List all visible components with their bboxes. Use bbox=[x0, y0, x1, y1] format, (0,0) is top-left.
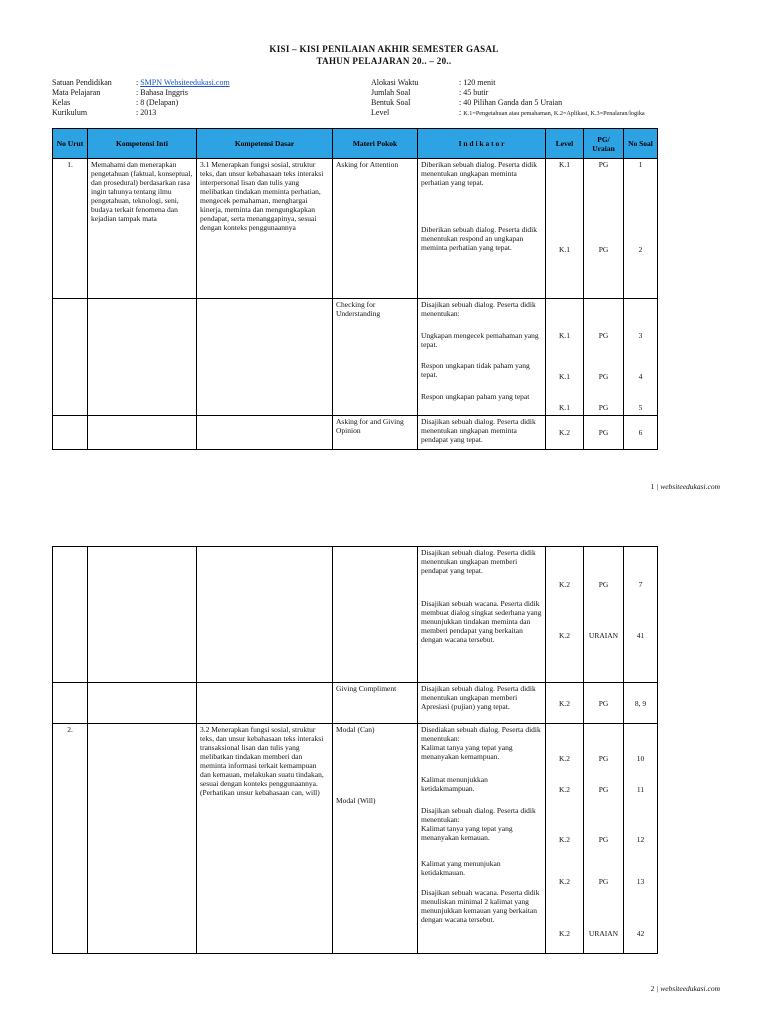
kisi-table-page-2 bbox=[52, 546, 658, 954]
meta-label: Alokasi Waktu bbox=[371, 78, 419, 87]
table-header-row bbox=[53, 129, 658, 159]
cell-no-soal bbox=[624, 159, 658, 299]
table-row bbox=[53, 724, 658, 954]
no-soal-value: 1 bbox=[638, 160, 643, 169]
cell-materi-pokok: Asking for and Giving Opinion bbox=[333, 416, 418, 450]
no-soal-value: 8, 9 bbox=[624, 683, 658, 724]
cell-no-soal bbox=[624, 299, 658, 416]
no-soal-value: 3 bbox=[638, 331, 643, 340]
cell-indikator bbox=[418, 159, 546, 299]
meta-value: 2013 bbox=[140, 108, 157, 117]
cell-no-soal bbox=[624, 724, 658, 954]
meta-label: Jumlah Soal bbox=[371, 88, 411, 97]
indikator-text: Kalimat yang menunjukan ketidakmauan. bbox=[421, 859, 501, 877]
cell-materi-pokok: Checking for Understanding bbox=[333, 299, 418, 416]
no-soal-value: 2 bbox=[638, 245, 643, 254]
kd-text: Menerapkan fungsi sosial, struktur teks, dan unsur kebahasaan teks interaksi interpersonal lisan dan tulis yang melibatkan tindakan meminta perhatian, mengecek pemahaman, menghargai kinerja, meminta dan mengungkapkan pendapat, serta menanggapinya, sesuai dengan konteks penggunaannya bbox=[200, 160, 324, 232]
cell-level bbox=[546, 724, 584, 954]
cell-kompetensi-dasar bbox=[197, 159, 333, 299]
cell-no-soal bbox=[624, 547, 658, 683]
type-value: PG bbox=[598, 835, 609, 844]
type-value: URAIAN bbox=[588, 929, 619, 938]
page-footer: 1 | websiteedukasi.com bbox=[650, 482, 720, 491]
type-value: PG bbox=[584, 416, 624, 450]
cell-kompetensi-dasar bbox=[197, 724, 333, 954]
col-header-indikator: I n d i k a t o r bbox=[418, 129, 546, 159]
cell-kompetensi-inti: Memahami dan menerapkan pengetahuan (faktual, konseptual, dan prosedural) berdasarkan rasa ingin tahunya tentang ilmu pengetahuan, teknologi, seni, budaya terkait fenomena dan kejadian tampak mata bbox=[88, 159, 197, 299]
cell-indikator bbox=[418, 299, 546, 416]
footer-site: websiteedukasi.com bbox=[660, 482, 720, 491]
materi-text: Modal (Will) bbox=[336, 796, 376, 805]
meta-label: Level bbox=[371, 108, 390, 117]
level-value: K.2 bbox=[558, 877, 571, 886]
indikator-text: Kalimat tanya yang tepat yang menanyakan kemampuan. bbox=[421, 743, 513, 761]
type-value: PG bbox=[598, 372, 609, 381]
table-row bbox=[53, 299, 658, 416]
no-soal-value: 42 bbox=[636, 929, 645, 938]
col-header-no-urut: No Urut bbox=[53, 129, 88, 159]
col-header-kompetensi-dasar: Kompetensi Dasar bbox=[197, 129, 333, 159]
type-value: PG bbox=[598, 877, 609, 886]
level-value: K.2 bbox=[558, 785, 571, 794]
indikator-text: Disediakan sebuah dialog. Peserta didik menentukan: bbox=[421, 725, 541, 743]
col-header-pg-uraian: PG/ Uraian bbox=[584, 129, 624, 159]
table-row bbox=[53, 547, 658, 683]
meta-value: 120 menit bbox=[463, 78, 496, 87]
cell-type bbox=[584, 724, 624, 954]
level-value: K.2 bbox=[558, 631, 571, 640]
meta-value: K.1=Pengetahuan atau pemahaman, K.2=Aplikasi, K.3=Penalaran/logika bbox=[463, 110, 645, 117]
indikator-text: Respon ungkapan tidak paham yang tepat. bbox=[421, 361, 530, 379]
indikator-text: Respon ungkapan paham yang tepat bbox=[421, 392, 530, 401]
cell-level bbox=[546, 159, 584, 299]
type-value: PG bbox=[598, 160, 609, 169]
indikator-text: Disajikan sebuah dialog. Peserta didik menentukan: bbox=[421, 300, 536, 318]
indikator-text: Ungkapan mengecek pemahaman yang tepat. bbox=[421, 331, 539, 349]
indikator-text: Disajikan sebuah wacana. Peserta didik menuliskan minimal 2 kalimat yang menunjukkan kemauan yang berkaitan dengan wacana tersebut. bbox=[421, 888, 540, 924]
level-value: K.2 bbox=[558, 835, 571, 844]
type-value: PG bbox=[598, 785, 609, 794]
indikator-text: Kalimat menunjukkan ketidakmampuan. bbox=[421, 775, 488, 793]
document-subtitle: TAHUN PELAJARAN 20.. – 20.. bbox=[316, 56, 452, 66]
meta-value: 40 Pilihan Ganda dan 5 Uraian bbox=[463, 98, 563, 107]
type-value: PG bbox=[598, 331, 609, 340]
no-soal-value: 12 bbox=[636, 835, 645, 844]
col-header-kompetensi-inti: Kompetensi Inti bbox=[88, 129, 197, 159]
materi-text: Modal (Can) bbox=[336, 725, 375, 734]
meta-right: Alokasi Waktu : 120 menit Jumlah Soal : 45 butir Bentuk Soal : 40 Pilihan Ganda dan 5 Uraian Level : K.1=Pengetahuan atau pemahaman, K.2=Aplikasi, K.3=Penalaran/logika bbox=[371, 78, 645, 117]
kd-number: 3.2 bbox=[200, 725, 210, 734]
meta-label: Kelas bbox=[52, 98, 71, 107]
kisi-table-page-1 bbox=[52, 128, 658, 450]
school-link[interactable]: SMPN Websiteedukasi.com bbox=[140, 78, 230, 87]
level-value: K.1 bbox=[558, 372, 571, 381]
indikator-text: Kalimat tanya yang tepat yang menanyakan kemauan. bbox=[421, 824, 513, 842]
no-soal-value: 41 bbox=[636, 631, 645, 640]
level-value: K.1 bbox=[558, 245, 571, 254]
type-value: URAIAN bbox=[588, 631, 619, 640]
type-value: PG bbox=[598, 754, 609, 763]
meta-left: Satuan Pendidikan : SMPN Websiteedukasi.com Mata Pelajaran : Bahasa Inggris Kelas : 8 (Delapan) Kurikulum : 2013 bbox=[52, 78, 230, 117]
level-value: K.2 bbox=[558, 929, 571, 938]
footer-site: websiteedukasi.com bbox=[660, 984, 720, 993]
no-soal-value: 11 bbox=[636, 785, 645, 794]
page-footer: 2 | websiteedukasi.com bbox=[650, 984, 720, 993]
level-value: K.2 bbox=[558, 580, 571, 589]
meta-label: Mata Pelajaran bbox=[52, 88, 101, 97]
meta-value: Bahasa Inggris bbox=[140, 88, 188, 97]
cell-no-urut: 2. bbox=[53, 724, 88, 954]
cell-level bbox=[546, 299, 584, 416]
meta-value: 45 butir bbox=[463, 88, 489, 97]
page-number: 1 bbox=[650, 482, 655, 491]
indikator-text: Disajikan sebuah dialog. Peserta didik menentukan: bbox=[421, 806, 536, 824]
type-value: PG bbox=[598, 245, 609, 254]
meta-label: Satuan Pendidikan bbox=[52, 78, 112, 87]
col-header-no-soal: No Soal bbox=[624, 129, 658, 159]
indikator-text: Diberikan sebuah dialog. Peserta didik menentukan ungkapan meminta perhatian yang tepat. bbox=[421, 160, 538, 187]
no-soal-value: 13 bbox=[636, 877, 645, 886]
kd-number: 3.1 bbox=[200, 160, 210, 169]
level-value: K.2 bbox=[546, 683, 584, 724]
meta-label: Kurikulum bbox=[52, 108, 88, 117]
page-number: 2 bbox=[650, 984, 655, 993]
cell-indikator bbox=[418, 547, 546, 683]
no-soal-value: 4 bbox=[638, 372, 643, 381]
level-value: K.1 bbox=[558, 160, 571, 169]
table-row bbox=[53, 683, 658, 724]
type-value: PG bbox=[584, 683, 624, 724]
cell-indikator bbox=[418, 724, 546, 954]
cell-materi-pokok: Giving Compliment bbox=[333, 683, 418, 724]
level-value: K.1 bbox=[558, 403, 571, 412]
cell-indikator: Disajikan sebuah dialog. Peserta didik menentukan ungkapan memberi Apresiasi (pujian) yang tepat. bbox=[418, 683, 546, 724]
table-row bbox=[53, 159, 658, 299]
kd-text: Menerapkan fungsi sosial, struktur teks, dan unsur kebahasaan teks interaksi transaksional lisan dan tulis yang melibatkan tindakan memberi dan meminta informasi terkait kemampuan dan kemauan, melakukan suatu tindakan, sesuai dengan konteks penggunaannya. (Perhatikan unsur kebahasaan can, will) bbox=[200, 725, 324, 797]
no-soal-value: 6 bbox=[624, 416, 658, 450]
no-soal-value: 7 bbox=[638, 580, 643, 589]
level-value: K.2 bbox=[558, 754, 571, 763]
cell-type bbox=[584, 159, 624, 299]
level-value: K.1 bbox=[558, 331, 571, 340]
indikator-text: Disajikan sebuah dialog. Peserta didik menentukan ungkapan memberi pendapat yang tepat. bbox=[421, 548, 536, 575]
cell-indikator: Disajikan sebuah dialog. Peserta didik menentukan ungkapan meminta pendapat yang tepat. bbox=[418, 416, 546, 450]
meta-label: Bentuk Soal bbox=[371, 98, 411, 107]
document-title: KISI – KISI PENILAIAN AKHIR SEMESTER GASAL bbox=[269, 44, 499, 54]
indikator-text: Diberikan sebuah dialog. Peserta didik menentukan respond an ungkapan meminta perhatian yang tepat. bbox=[421, 225, 538, 252]
cell-type bbox=[584, 547, 624, 683]
cell-no-urut: 1. bbox=[53, 159, 88, 299]
no-soal-value: 10 bbox=[636, 754, 645, 763]
cell-materi-pokok: Asking for Attention bbox=[333, 159, 418, 299]
level-value: K.2 bbox=[546, 416, 584, 450]
col-header-materi-pokok: Materi Pokok bbox=[333, 129, 418, 159]
cell-materi-pokok bbox=[333, 724, 418, 954]
table-row bbox=[53, 416, 658, 450]
cell-level bbox=[546, 547, 584, 683]
no-soal-value: 5 bbox=[638, 403, 643, 412]
indikator-text: Disajikan sebuah wacana. Peserta didik membuat dialog singkat sederhana yang menunjukkan tindakan meminta dan memberi pendapat yang berkaitan dengan wacana tersebut. bbox=[421, 599, 542, 644]
type-value: PG bbox=[598, 403, 609, 412]
col-header-level: Level bbox=[546, 129, 584, 159]
type-value: PG bbox=[598, 580, 609, 589]
cell-type bbox=[584, 299, 624, 416]
meta-value: 8 (Delapan) bbox=[140, 98, 179, 107]
